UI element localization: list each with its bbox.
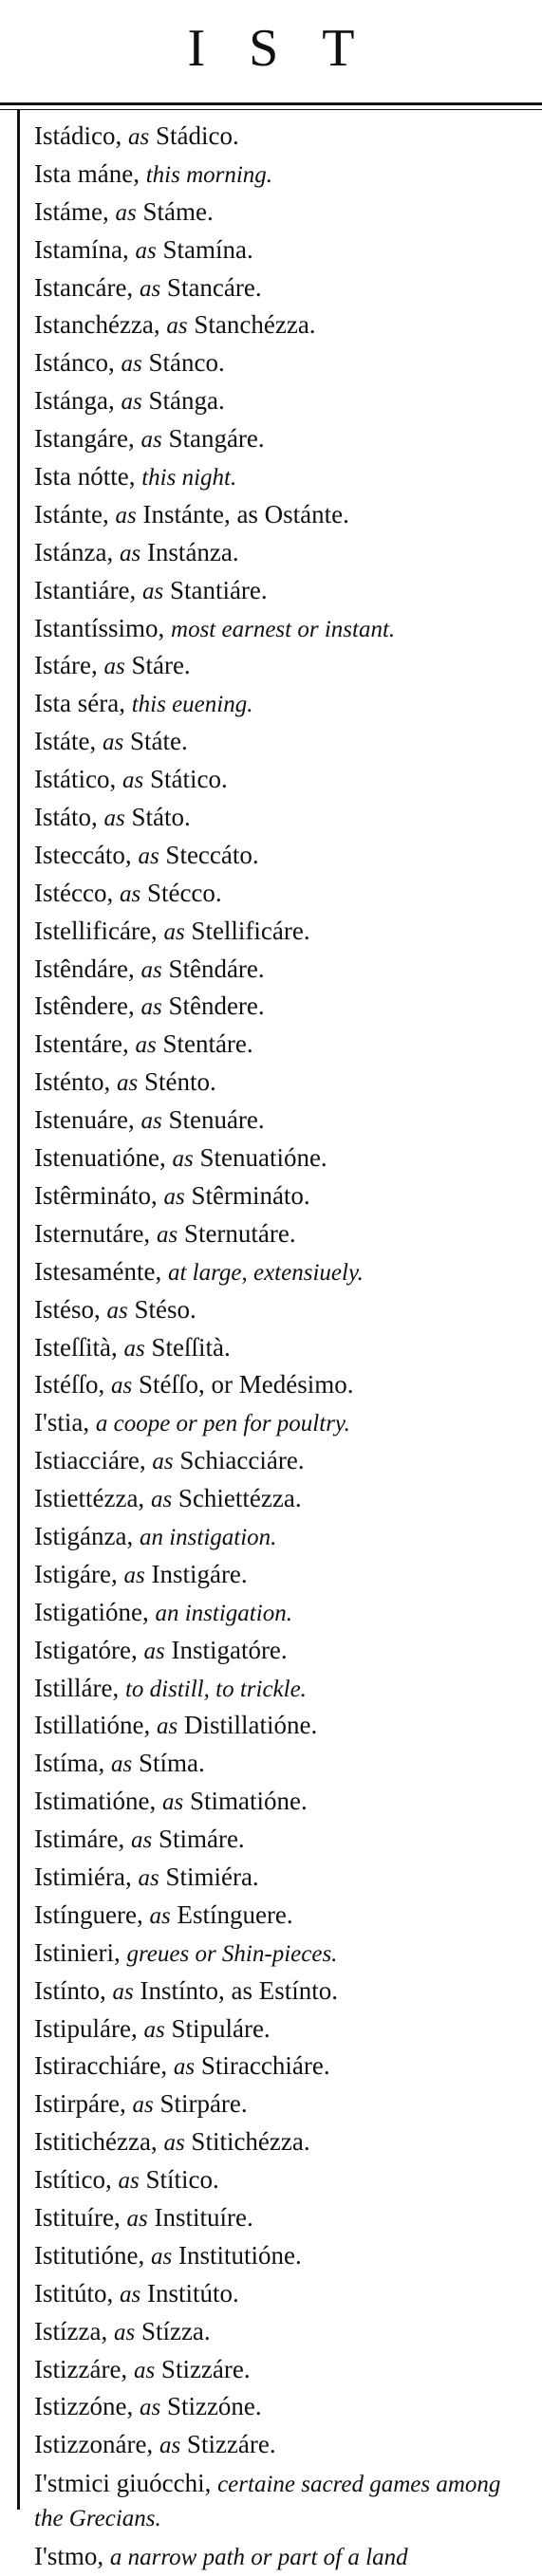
entry-connector: as <box>151 2243 173 2270</box>
header-rule-thin <box>0 109 542 110</box>
entry-cross-reference: Stenuáre. <box>168 1105 265 1135</box>
entry-gloss: greues or Shin-pieces. <box>126 1940 338 1967</box>
dictionary-entry <box>34 1102 535 1140</box>
entry-gloss: a coope or pen for poultry. <box>95 1411 350 1437</box>
entry-cross-reference: Stirpáre. <box>159 2089 248 2119</box>
entry-headword: Istiacciáre, <box>34 1446 146 1475</box>
entry-headword: Isteſſità, <box>34 1332 118 1362</box>
dictionary-entry <box>34 610 535 648</box>
entry-headword: Istinieri, <box>34 1937 121 1967</box>
entry-cross-reference: Stipuláre. <box>171 2013 271 2043</box>
entry-connector: as <box>166 313 188 340</box>
entry-connector: as <box>123 1335 145 1362</box>
dictionary-entry <box>34 875 535 913</box>
entry-connector: as <box>159 2433 181 2459</box>
entry-connector: as <box>102 730 124 756</box>
entry-cross-reference: Distillatióne. <box>183 1711 318 1740</box>
dictionary-entry <box>34 2123 535 2161</box>
dictionary-entry <box>34 458 535 496</box>
entry-gloss: this euening. <box>131 692 253 718</box>
entry-headword: Isténto, <box>34 1067 111 1097</box>
entry-cross-reference: Stéso. <box>134 1294 196 1324</box>
entry-headword: I'stmici giuócchi, <box>34 2469 212 2498</box>
entry-connector: as <box>135 237 157 264</box>
entry-headword: Istitichézza, <box>34 2127 158 2157</box>
dictionary-entry <box>34 2313 535 2351</box>
entry-headword: Istánte, <box>34 499 109 528</box>
entry-cross-reference: Stimatióne. <box>189 1787 308 1816</box>
dictionary-entry <box>34 2388 535 2426</box>
dictionary-entry <box>34 1632 535 1670</box>
entry-connector: as <box>139 275 161 302</box>
entry-cross-reference: Stático. <box>149 765 228 794</box>
entry-headword: Istentáre, <box>34 1029 129 1059</box>
entry-headword: Istigánza, <box>34 1521 134 1550</box>
dictionary-entry <box>34 1404 535 1442</box>
entry-headword: Istático, <box>34 765 117 794</box>
dictionary-entry <box>34 2351 535 2389</box>
entry-cross-reference: Stimiéra. <box>165 1862 259 1891</box>
dictionary-entry <box>34 534 535 572</box>
dictionary-entry <box>34 1670 535 1708</box>
entry-cross-reference: Státo. <box>131 803 191 832</box>
dictionary-entry <box>34 496 535 534</box>
entry-cross-reference: Steſſità. <box>151 1332 231 1362</box>
dictionary-entry <box>34 1897 535 1935</box>
entry-cross-reference: Stentáre. <box>162 1029 253 1059</box>
entry-cross-reference: Instínto, as Estínto. <box>140 1975 338 2005</box>
dictionary-entry <box>34 1177 535 1215</box>
entry-headword: Istiracchiáre, <box>34 2051 168 2081</box>
dictionary-entry <box>34 2048 535 2085</box>
entry-gloss: this morning. <box>145 161 273 188</box>
entry-cross-reference: Stamína. <box>162 234 253 264</box>
entry-headword: Istillatióne, <box>34 1711 151 1740</box>
dictionary-entry <box>34 1366 535 1404</box>
entry-gloss: certaine sacred games among the Grecians. <box>34 2472 501 2532</box>
entry-connector: as <box>115 199 137 226</box>
entry-connector: as <box>121 389 142 416</box>
entry-headword: I'stmo, <box>34 2542 104 2571</box>
dictionary-entry <box>34 1215 535 1253</box>
dictionary-entry <box>34 1935 535 1973</box>
entry-cross-reference: Stánga. <box>148 386 225 416</box>
entry-cross-reference: Státe. <box>129 727 188 756</box>
entry-cross-reference: Stádico. <box>155 121 239 150</box>
dictionary-entry <box>34 2011 535 2048</box>
entry-headword: Istáre, <box>34 651 98 680</box>
entry-cross-reference: Stíma. <box>138 1749 205 1778</box>
dictionary-entry <box>34 269 535 307</box>
entry-headword: Istenuatióne, <box>34 1143 166 1173</box>
entry-headword: Istitutióne, <box>34 2240 145 2270</box>
dictionary-entry <box>34 647 535 685</box>
entry-connector: as <box>138 843 159 869</box>
entry-connector: as <box>111 1751 133 1778</box>
header-rule <box>0 102 542 105</box>
entry-headword: Istizzóne, <box>34 2392 134 2421</box>
entry-cross-reference: Instigáre. <box>151 1559 248 1588</box>
dictionary-entry <box>34 1783 535 1821</box>
entry-headword: Istamína, <box>34 234 129 264</box>
entry-connector: as <box>113 2319 136 2345</box>
dictionary-entry <box>34 2464 535 2538</box>
entry-cross-reference: Instituíre. <box>154 2202 253 2232</box>
entry-headword: I'stia, <box>34 1408 90 1437</box>
entry-gloss: at large, extensiuely. <box>167 1259 364 1286</box>
entry-connector: as <box>115 502 137 528</box>
dictionary-entry <box>34 913 535 951</box>
entry-cross-reference: Stizzóne. <box>166 2392 262 2421</box>
entry-headword: Istítico, <box>34 2165 112 2195</box>
entry-cross-reference: Instigatóre. <box>171 1635 288 1664</box>
entry-headword: Istancáre, <box>34 272 134 302</box>
entry-headword: Istigáre, <box>34 1559 118 1588</box>
column-rule <box>17 110 20 2510</box>
entry-connector: as <box>152 1449 174 1475</box>
dictionary-entry <box>34 2538 535 2576</box>
entry-connector: as <box>140 956 162 983</box>
page-header <box>0 0 542 112</box>
dictionary-entry <box>34 1745 535 1783</box>
entry-connector: as <box>138 1864 159 1891</box>
dictionary-entry <box>34 1594 535 1632</box>
entry-headword: Istêndáre, <box>34 954 135 983</box>
entry-headword: Isternutáre, <box>34 1218 151 1248</box>
entry-headword: Istilláre, <box>34 1673 120 1702</box>
entry-cross-reference: Instánte, as Ostánte. <box>142 499 349 528</box>
entry-cross-reference: Stêrmináto. <box>191 1180 310 1210</box>
entry-connector: as <box>156 1221 178 1248</box>
entry-cross-reference: Sternutáre. <box>183 1218 296 1248</box>
dictionary-entry <box>34 988 535 1026</box>
entry-cross-reference: Stangáre. <box>168 424 265 454</box>
dictionary-entry <box>34 1973 535 2011</box>
entry-headword: Istellificáre, <box>34 916 158 945</box>
entry-cross-reference: Stancáre. <box>166 272 262 302</box>
entry-headword: Istécco, <box>34 878 114 907</box>
dictionary-entry <box>34 2085 535 2123</box>
entry-cross-reference: Institutióne. <box>178 2240 302 2270</box>
entry-headword: Istantiáre, <box>34 575 137 604</box>
entry-connector: as <box>172 1146 194 1173</box>
entry-cross-reference: Stáme. <box>142 196 214 226</box>
entry-cross-reference: Stêndáre. <box>168 954 265 983</box>
entry-headword: Istigatóre, <box>34 1635 138 1664</box>
entry-connector: as <box>121 768 144 794</box>
dictionary-entry <box>34 2426 535 2464</box>
entry-connector: as <box>106 1297 128 1324</box>
entry-connector: as <box>140 427 162 454</box>
entry-headword: Istíma, <box>34 1749 105 1778</box>
entry-cross-reference: Stêndere. <box>168 991 265 1021</box>
dictionary-entry <box>34 2237 535 2275</box>
entry-gloss: most earnest or instant. <box>171 616 396 642</box>
entry-connector: as <box>117 1070 139 1097</box>
dictionary-entry <box>34 1064 535 1102</box>
dictionary-entry <box>34 1707 535 1745</box>
entry-headword: Istáme, <box>34 196 109 226</box>
entry-connector: as <box>156 1714 178 1740</box>
entry-cross-reference: Steccáto. <box>165 840 259 869</box>
entry-connector: as <box>140 1108 162 1135</box>
entry-connector: as <box>118 2168 140 2195</box>
entry-connector: as <box>163 1183 185 1210</box>
entry-headword: Istínguere, <box>34 1900 143 1929</box>
entry-connector: as <box>112 1978 134 2005</box>
entry-headword: Istirpáre, <box>34 2089 126 2119</box>
dictionary-entry <box>34 837 535 875</box>
entry-cross-reference: Stanchézza. <box>194 310 316 340</box>
dictionary-entry <box>34 118 535 156</box>
dictionary-entry <box>34 382 535 420</box>
dictionary-entry <box>34 1140 535 1177</box>
entry-connector: as <box>143 2016 165 2043</box>
entry-headword: Istenuáre, <box>34 1105 135 1135</box>
entry-cross-reference: Instánza. <box>146 537 239 566</box>
dictionary-entry <box>34 723 535 761</box>
dictionary-entry <box>34 1480 535 1518</box>
dictionary-entry <box>34 1821 535 1859</box>
dictionary-entry <box>34 1859 535 1897</box>
dictionary-entry <box>34 306 535 344</box>
entry-list <box>34 118 535 2576</box>
entry-cross-reference: Stimáre. <box>158 1825 245 1854</box>
dictionary-entry <box>34 685 535 723</box>
entry-gloss: an instigation. <box>139 1524 277 1550</box>
entry-headword: Istesaménte, <box>34 1256 162 1286</box>
dictionary-entry <box>34 1253 535 1291</box>
entry-connector: as <box>132 2092 154 2119</box>
dictionary-entry <box>34 1518 535 1556</box>
entry-cross-reference: Institúto. <box>147 2278 239 2307</box>
entry-headword: Istimáre, <box>34 1825 125 1854</box>
entry-headword: Ista máne, <box>34 158 140 188</box>
entry-cross-reference: Stantiáre. <box>169 575 268 604</box>
page-title: IST <box>187 19 399 78</box>
dictionary-entry <box>34 1556 535 1594</box>
dictionary-entry <box>34 1442 535 1480</box>
entry-headword: Ista nótte, <box>34 462 136 491</box>
entry-cross-reference: Stánco. <box>148 348 225 378</box>
entry-connector: as <box>123 1562 145 1588</box>
entry-connector: as <box>163 918 185 945</box>
dictionary-entry <box>34 194 535 232</box>
entry-gloss: to distill, to trickle. <box>124 1676 307 1702</box>
dictionary-entry <box>34 572 535 610</box>
entry-headword: Istánco, <box>34 348 115 378</box>
entry-connector: as <box>173 2054 196 2081</box>
entry-headword: Istêndere, <box>34 991 135 1021</box>
entry-cross-reference: Stizzáre. <box>186 2430 276 2459</box>
entry-connector: as <box>126 2205 148 2232</box>
dictionary-entry <box>34 2199 535 2237</box>
dictionary-entry <box>34 344 535 382</box>
entry-headword: Istizzonáre, <box>34 2430 154 2459</box>
entry-headword: Istangáre, <box>34 424 135 454</box>
entry-connector: as <box>135 1032 157 1059</box>
entry-connector: as <box>103 654 125 680</box>
dictionary-entry <box>34 232 535 269</box>
entry-headword: Istádico, <box>34 121 122 150</box>
entry-cross-reference: Stízza. <box>140 2316 211 2345</box>
entry-headword: Istimatióne, <box>34 1787 157 1816</box>
entry-headword: Istéſſo, <box>34 1370 105 1399</box>
entry-headword: Istéso, <box>34 1294 101 1324</box>
entry-headword: Istitúto, <box>34 2278 114 2307</box>
entry-cross-reference: Stáre. <box>131 651 191 680</box>
entry-gloss: this night. <box>141 465 237 491</box>
entry-headword: Isteccáto, <box>34 840 132 869</box>
dictionary-entry <box>34 2161 535 2199</box>
entry-headword: Istantíssimo, <box>34 613 165 642</box>
entry-cross-reference: Stenuatióne. <box>199 1143 327 1173</box>
entry-headword: Istituíre, <box>34 2202 121 2232</box>
entry-cross-reference: Estínguere. <box>177 1900 293 1929</box>
entry-headword: Istízza, <box>34 2316 108 2345</box>
entry-connector: as <box>163 2130 185 2157</box>
entry-headword: Istáto, <box>34 803 98 832</box>
dictionary-entry <box>34 420 535 458</box>
dictionary-entry <box>34 1026 535 1064</box>
entry-cross-reference: Sténto. <box>143 1067 216 1097</box>
entry-headword: Istimiéra, <box>34 1862 132 1891</box>
entry-cross-reference: Stéſſo, or Medésimo. <box>138 1370 354 1399</box>
entry-headword: Istínto, <box>34 1975 106 2005</box>
entry-connector: as <box>149 1902 171 1929</box>
entry-connector: as <box>121 351 142 378</box>
dictionary-entry <box>34 1291 535 1329</box>
entry-connector: as <box>143 1638 165 1664</box>
entry-headword: Istanchézza, <box>34 310 160 340</box>
entry-connector: as <box>119 880 141 907</box>
dictionary-entry <box>34 2275 535 2313</box>
dictionary-entry <box>34 1329 535 1367</box>
entry-cross-reference: Stiracchiáre. <box>200 2051 330 2081</box>
entry-connector: as <box>140 994 162 1021</box>
entry-cross-reference: Stítico. <box>145 2165 219 2195</box>
entry-headword: Istáte, <box>34 727 97 756</box>
dictionary-entry <box>34 799 535 837</box>
entry-headword: Istánga, <box>34 386 115 416</box>
entry-cross-reference: Stellificáre. <box>191 916 310 945</box>
entry-connector: as <box>111 1373 133 1399</box>
entry-connector: as <box>150 1487 173 1513</box>
entry-connector: as <box>120 2281 141 2307</box>
dictionary-entry <box>34 156 535 194</box>
entry-cross-reference: Stécco. <box>146 878 222 907</box>
entry-headword: Istizzáre, <box>34 2354 128 2383</box>
entry-headword: Istánza, <box>34 537 114 566</box>
entry-headword: Istigatióne, <box>34 1597 149 1626</box>
entry-connector: as <box>119 540 141 566</box>
entry-connector: as <box>161 1789 184 1816</box>
entry-headword: Istipuláre, <box>34 2013 138 2043</box>
entry-cross-reference: Schiettézza. <box>178 1484 302 1513</box>
entry-cross-reference: Stizzáre. <box>160 2354 251 2383</box>
entry-connector: as <box>127 124 150 150</box>
entry-connector: as <box>139 2395 161 2421</box>
entry-gloss: an instigation. <box>155 1600 292 1626</box>
dictionary-entry <box>34 951 535 989</box>
entry-headword: Ista séra, <box>34 689 125 718</box>
entry-connector: as <box>141 578 164 604</box>
entry-connector: as <box>103 806 125 832</box>
entry-headword: Istêrmináto, <box>34 1180 158 1210</box>
entry-headword: Istiettézza, <box>34 1484 145 1513</box>
dictionary-entry <box>34 761 535 799</box>
entry-cross-reference: Stitichézza. <box>191 2127 310 2157</box>
entry-connector: as <box>133 2357 156 2383</box>
entry-cross-reference: Schiacciáre. <box>179 1446 305 1475</box>
entry-connector: as <box>130 1827 153 1854</box>
entry-gloss: a narrow path or part of a land <box>109 2545 408 2571</box>
